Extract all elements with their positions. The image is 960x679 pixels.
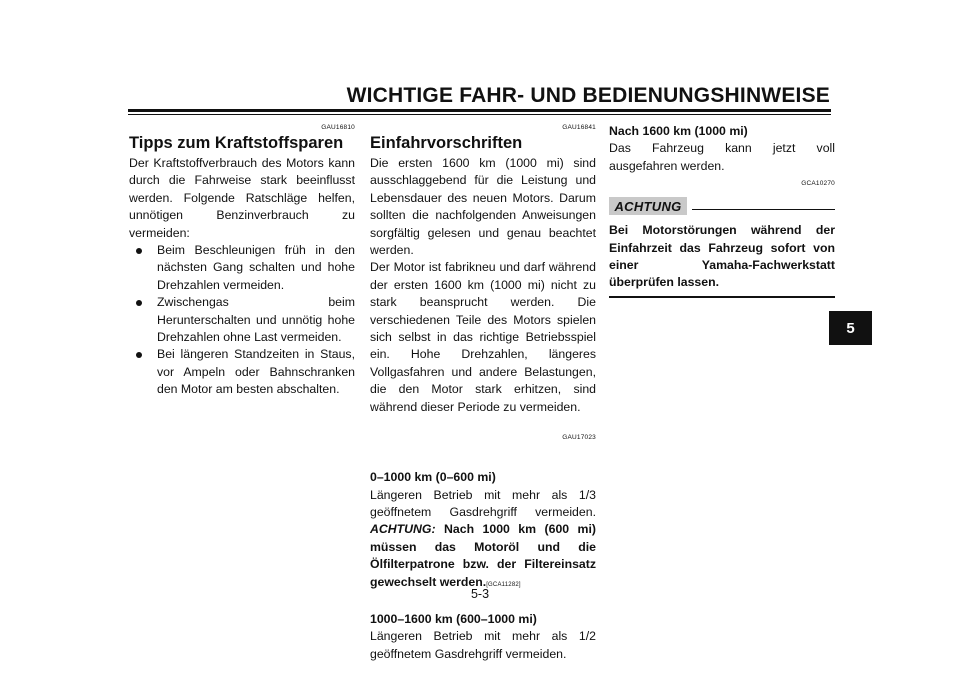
list-item: Bei längeren Standzeiten in Staus, vor Ampeln oder Bahnschranken den Motor am besten abschalten. xyxy=(129,346,355,398)
subsection-text: Längeren Betrieb mit mehr als 1/2 geöffnetem Gasdrehgriff vermeiden. xyxy=(370,629,596,661)
subsection-title: Nach 1600 km (1000 mi) xyxy=(609,124,748,138)
bullet-icon xyxy=(136,352,142,358)
header-rule-thin xyxy=(128,114,831,115)
list-item: Zwischengas beim Herunterschalten und unnötig hohe Drehzahlen ohne Last vermeiden. xyxy=(129,294,355,346)
break-in-paragraph-1: Die ersten 1600 km (1000 mi) sind ausschlaggebend für die Leistung und Lebensdauer des neuen Motors. Darum sollten die nachfolgenden Anweisungen sorgfältig gelesen und genau beachtet werden. xyxy=(370,156,596,258)
chapter-tab: 5 xyxy=(829,311,872,345)
page-number: 5-3 xyxy=(470,587,490,601)
tips-list xyxy=(129,242,355,399)
column-after-break-in xyxy=(609,123,835,298)
section-code: GAU16841 xyxy=(562,124,596,131)
inline-code: [GCA11282] xyxy=(486,581,521,588)
section-code: GAU17023 xyxy=(562,434,596,442)
section-title: Einfahrvorschriften xyxy=(370,134,523,152)
bullet-icon xyxy=(136,300,142,306)
break-in-paragraph-2: Der Motor ist fabrikneu und darf während der ersten 1600 km (1000 mi) nicht zu stark beansprucht werden. Die verschiedenen Teile des Motors spielen sich selbst in das richtige Betriebsspiel ein. Hohe Drehzahlen, längeres Vollgasfahren und andere Belastungen, die den Motor stark erhitzen, sind während dieser Periode zu vermeiden. xyxy=(370,260,596,414)
warning-code: GCA10270 xyxy=(801,180,835,188)
subsection-text: Das Fahrzeug kann jetzt voll ausgefahren werden. xyxy=(609,141,835,173)
bullet-icon xyxy=(136,248,142,254)
warning-header xyxy=(609,195,835,219)
column-break-in xyxy=(370,123,596,663)
section-code: GAU16810 xyxy=(321,124,355,131)
warning-rule xyxy=(692,209,835,210)
intro-paragraph: Der Kraftstoffverbrauch des Motors kann durch die Fahrweise stark beeinflusst werden. Folgende Ratschläge helfen, unnötigen Benzinverbrauch zu vermeiden: xyxy=(129,156,355,240)
subsection-title: 1000–1600 km (600–1000 mi) xyxy=(370,611,537,626)
column-fuel-saving xyxy=(129,123,355,399)
warning-bottom-rule xyxy=(609,296,835,298)
subsection-text: Längeren Betrieb mit mehr als 1/3 geöffnetem Gasdrehgriff vermeiden. ACHTUNG: Nach 1000 km (600 mi) müssen das Motoröl und die Ölfilterpatrone bzw. der Filtereinsatz gewechselt werden.[GCA11282] xyxy=(370,487,596,589)
header-rule-thick xyxy=(128,109,831,112)
subsection-title: 0–1000 km (0–600 mi) xyxy=(370,470,496,485)
achtung-label: ACHTUNG: xyxy=(370,522,436,537)
achtung-text: Nach 1000 km (600 mi) müssen das Motoröl und die Ölfilterpatrone bzw. der Filtereinsatz gewechselt werden. xyxy=(370,522,596,589)
achtung-badge: ACHTUNG xyxy=(609,197,687,215)
section-title: Tipps zum Kraftstoffsparen xyxy=(129,134,344,152)
warning-text: Bei Motorstörungen während der Einfahrzeit das Fahrzeug sofort von einer Yamaha-Fachwerkstatt überprüfen lassen. xyxy=(609,223,835,290)
page-header-title: WICHTIGE FAHR- UND BEDIENUNGSHINWEISE xyxy=(346,84,830,107)
list-item: Beim Beschleunigen früh in den nächsten Gang schalten und hohe Drehzahlen vermeiden. xyxy=(129,242,355,294)
